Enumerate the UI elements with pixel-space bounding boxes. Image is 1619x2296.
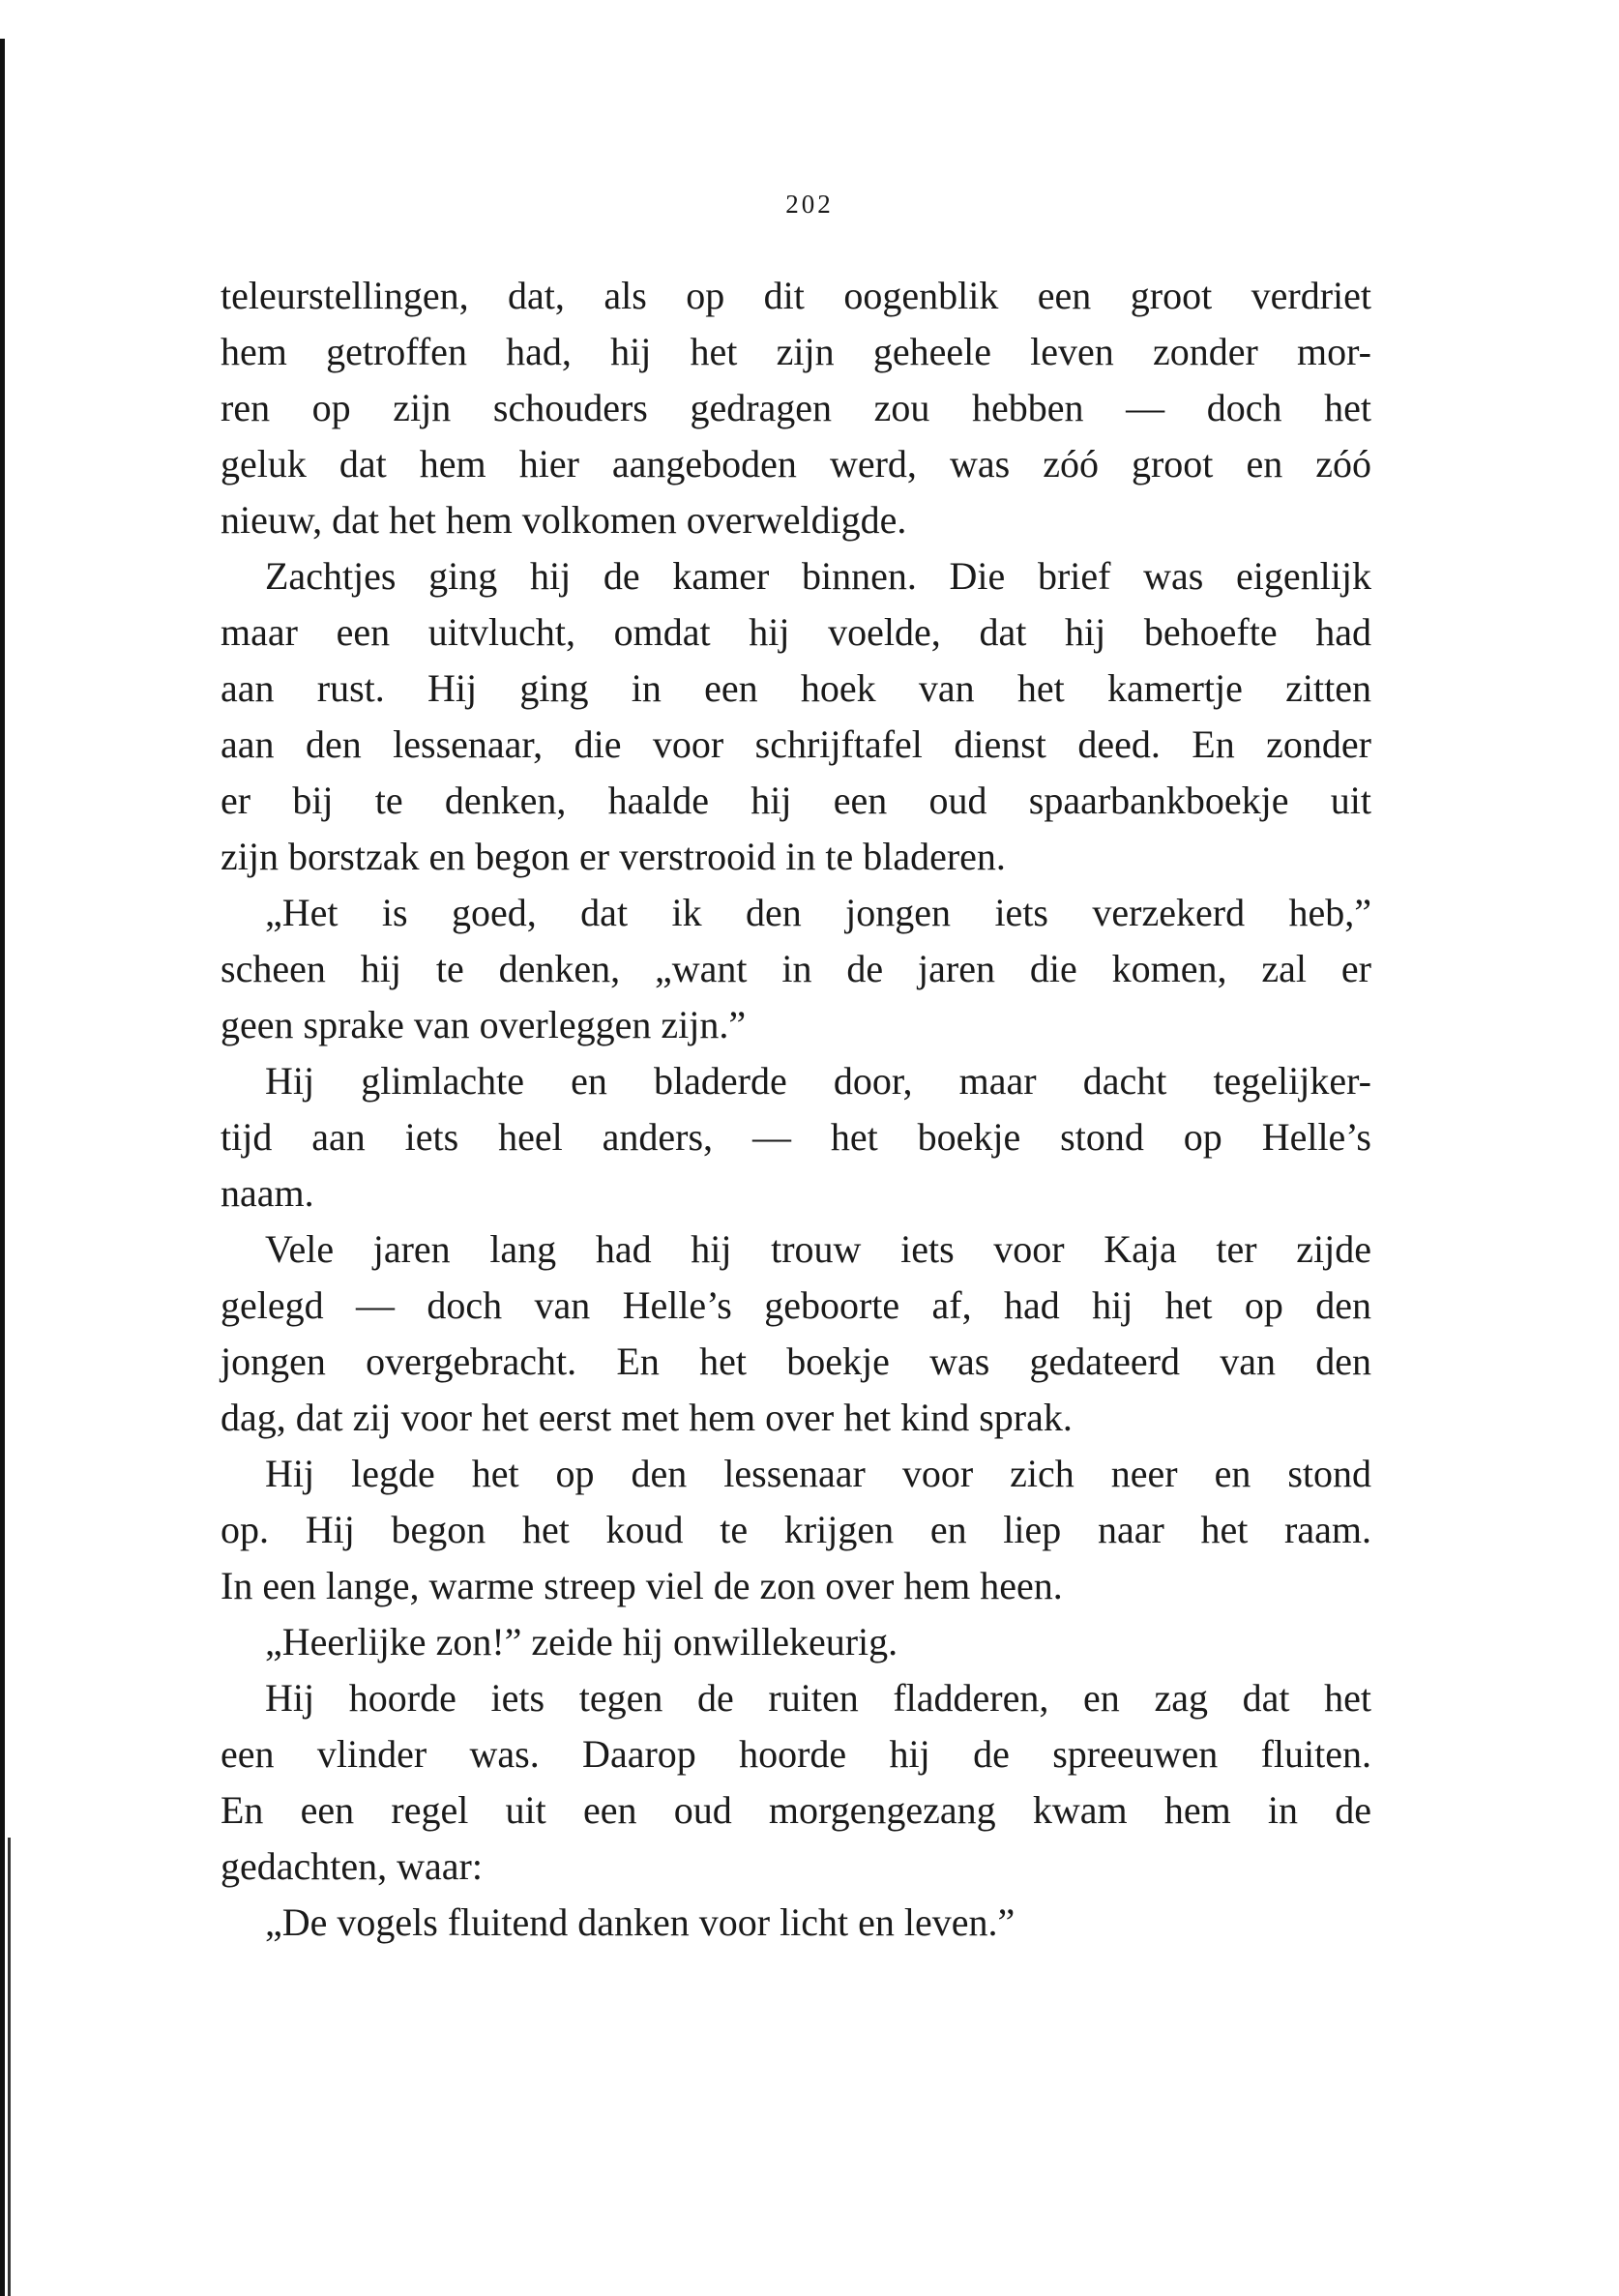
text-line: maar een uitvlucht, omdat hij voelde, dat hij behoefte had: [221, 610, 1371, 654]
text-line: Hij glimlachte en bladerde door, maar dacht tegelijker-: [265, 1059, 1371, 1103]
text-line: geluk dat hem hier aangeboden werd, was zóó groot en zóó: [221, 442, 1371, 486]
text-line: In een lange, warme streep viel de zon over hem heen.: [221, 1564, 1063, 1607]
text-line: geen sprake van overleggen zijn.”: [221, 1003, 747, 1046]
text-line: Hij hoorde iets tegen de ruiten fladderen, en zag dat het: [265, 1676, 1371, 1720]
text-line: een vlinder was. Daarop hoorde hij de spreeuwen fluiten.: [221, 1732, 1371, 1776]
text-line: naam.: [221, 1171, 314, 1215]
text-line: aan den lessenaar, die voor schrijftafel dienst deed. En zonder: [221, 722, 1371, 766]
text-line: er bij te denken, haalde hij een oud spaarbankboekje uit: [221, 779, 1371, 822]
text-line: hem getroffen had, hij het zijn geheele leven zonder mor-: [221, 330, 1371, 373]
text-line: Zachtjes ging hij de kamer binnen. Die brief was eigenlijk: [265, 554, 1371, 598]
text-line: En een regel uit een oud morgengezang kwam hem in de: [221, 1788, 1371, 1832]
text-line: jongen overgebracht. En het boekje was gedateerd van den: [221, 1339, 1371, 1383]
text-line: teleurstellingen, dat, als op dit oogenblik een groot verdriet: [221, 274, 1371, 317]
body-text: [221, 268, 1371, 1951]
text-line: op. Hij begon het koud te krijgen en liep naar het raam.: [221, 1508, 1371, 1551]
text-line: „Heerlijke zon!” zeide hij onwillekeurig.: [265, 1620, 898, 1663]
text-line: aan rust. Hij ging in een hoek van het kamertje zitten: [221, 666, 1371, 710]
text-line: ren op zijn schouders gedragen zou hebben — doch het: [221, 386, 1371, 429]
text-line: gedachten, waar:: [221, 1844, 483, 1888]
text-line: scheen hij te denken, „want in de jaren die komen, zal er: [221, 947, 1371, 990]
text-line: „De vogels fluitend danken voor licht en leven.”: [265, 1900, 1016, 1944]
text-line: Hij legde het op den lessenaar voor zich neer en stond: [265, 1452, 1371, 1495]
text-line: zijn borstzak en begon er verstrooid in te bladeren.: [221, 835, 1006, 878]
text-line: dag, dat zij voor het eerst met hem over het kind sprak.: [221, 1396, 1073, 1439]
text-line: Vele jaren lang had hij trouw iets voor Kaja ter zijde: [265, 1227, 1371, 1271]
scan-edge-mark-lower: [8, 1838, 11, 2296]
scan-edge-mark: [0, 39, 5, 2296]
page-number: 202: [785, 190, 834, 219]
text-line: „Het is goed, dat ik den jongen iets verzekerd heb,”: [265, 891, 1371, 934]
text-line: tijd aan iets heel anders, — het boekje stond op Helle’s: [221, 1115, 1371, 1159]
text-line: nieuw, dat het hem volkomen overweldigde.: [221, 498, 907, 542]
text-line: gelegd — doch van Helle’s geboorte af, had hij het op den: [221, 1283, 1371, 1327]
